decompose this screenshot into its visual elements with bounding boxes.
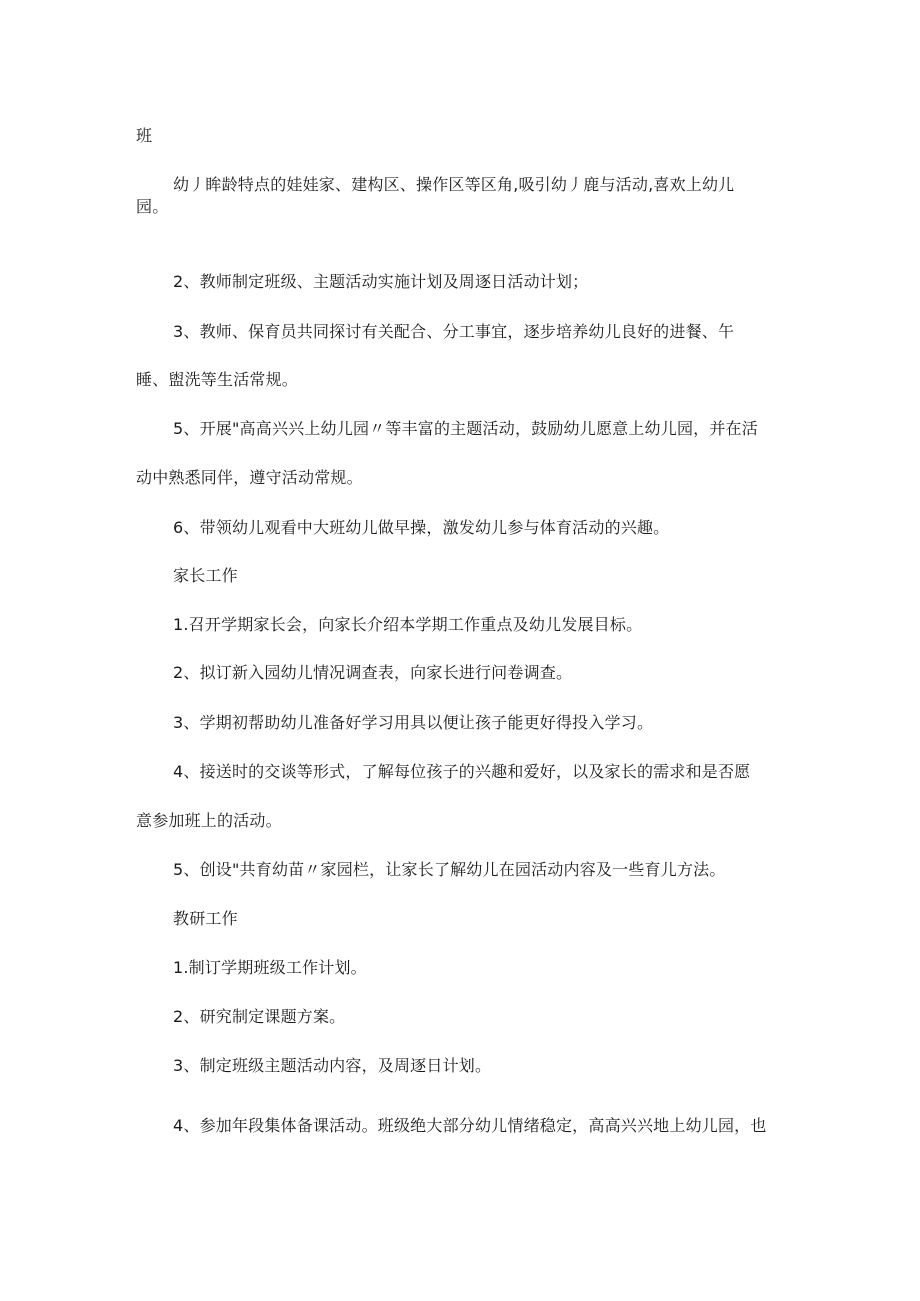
text-line-fragment: 班 xyxy=(136,126,153,145)
list-item: 5、创设"共育幼苗〃家园栏，让家长了解幼儿在园活动内容及一些育儿方法。 xyxy=(173,860,726,879)
section-heading-teaching-research: 教研工作 xyxy=(173,909,238,928)
list-item-continuation: 意参加班上的活动。 xyxy=(136,811,282,830)
list-item: 4、参加年段集体备课活动。班级绝大部分幼儿情绪稳定，高高兴兴地上幼儿园，也 xyxy=(173,1116,767,1135)
list-item: 1.召开学期家长会，向家长介绍本学期工作重点及幼儿发展目标。 xyxy=(173,615,643,634)
list-item: 6、带领幼儿观看中大班幼儿做早操，激发幼儿参与体育活动的兴趣。 xyxy=(173,518,670,537)
list-item-continuation: 动中熟悉同伴，遵守活动常规。 xyxy=(136,468,363,487)
list-item-continuation: 睡、盥洗等生活常规。 xyxy=(136,370,299,389)
list-item: 4、接送时的交谈等形式，了解每位孩子的兴趣和爱好，以及家长的需求和是否愿 xyxy=(173,762,751,781)
list-item: 2、教师制定班级、主题活动实施计划及周逐日活动计划； xyxy=(173,272,589,291)
paragraph-line: 园。 xyxy=(136,197,169,216)
list-item: 5、开展"高高兴兴上幼儿园〃等丰富的主题活动，鼓励幼儿愿意上幼儿园，并在活 xyxy=(173,419,758,438)
list-item: 2、拟订新入园幼儿情况调查表，向家长进行问卷调查。 xyxy=(173,663,573,682)
list-item: 3、制定班级主题活动内容，及周逐日计划。 xyxy=(173,1056,492,1075)
list-item: 2、研究制定课题方案。 xyxy=(173,1007,346,1026)
section-heading-parent-work: 家长工作 xyxy=(173,566,238,585)
list-item: 1.制订学期班级工作计划。 xyxy=(173,958,367,977)
list-item: 3、教师、保育员共同探讨有关配合、分工事宜，逐步培养幼儿良好的进餐、午 xyxy=(173,322,735,341)
paragraph-line: 幼丿眸龄特点的娃娃家、建构区、操作区等区角,吸引幼丿鹿与活动,喜欢上幼儿 xyxy=(173,175,735,194)
list-item: 3、学期初帮助幼儿准备好学习用具以便让孩子能更好得投入学习。 xyxy=(173,713,654,732)
